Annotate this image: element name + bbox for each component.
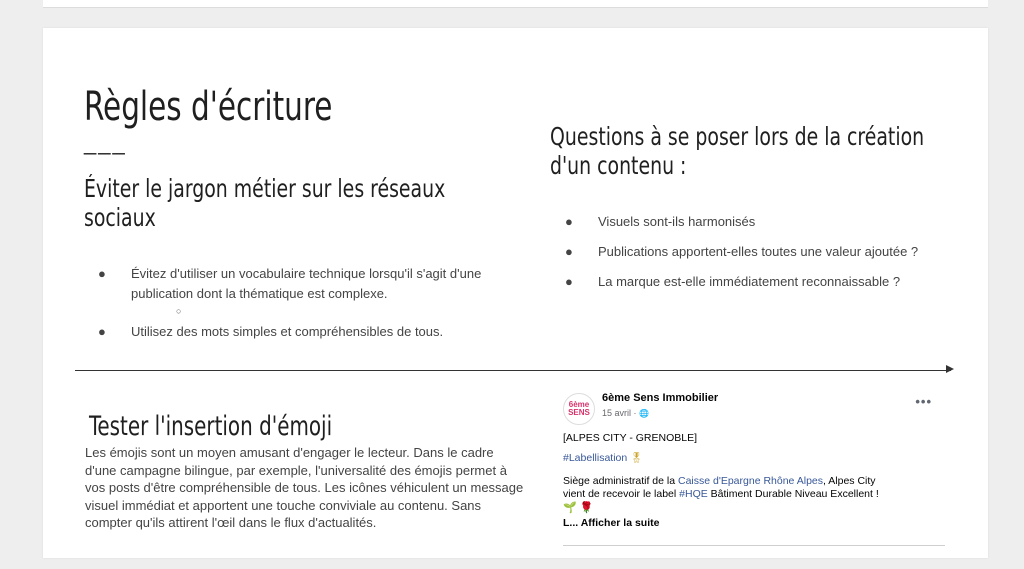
- more-options-button[interactable]: •••: [915, 394, 932, 409]
- list-item: [98, 322, 488, 342]
- list-item: [98, 264, 488, 318]
- facebook-post-screenshot: [561, 388, 946, 548]
- previous-slide-edge: [43, 0, 988, 8]
- post-date-text: 15 avril ·: [602, 408, 637, 418]
- emoji-section-text: Les émojis sont un moyen amusant d'engager le lecteur. Dans le cadre d'une campagne bilingue, par exemple, l'universalité des émojis permet à vos posts d'être compréhensible de tous. Les icônes véhiculent un message visuel immédiat et apportent une touche conviviale au contenu. Sans compter qu'ils attirent l'œil dans le flux d'actualités.: [85, 445, 524, 530]
- bullet-text: La marque est-elle immédiatement reconnaissable ?: [598, 274, 901, 289]
- sub-bullet-icon: ○: [176, 306, 182, 316]
- jargon-subtitle: Éviter le jargon métier sur les réseaux sociaux: [84, 174, 446, 232]
- see-more-link[interactable]: L... Afficher la suite: [563, 517, 660, 529]
- hashtag-link[interactable]: #HQE: [679, 488, 708, 500]
- post-date: [602, 408, 649, 418]
- list-item: [565, 212, 965, 232]
- questions-subtitle: Questions à se poser lors de la création d'un contenu :: [550, 122, 925, 180]
- post-text-line: [563, 452, 643, 464]
- bullet-icon: ●: [565, 274, 573, 289]
- avatar[interactable]: 6ème SENS: [563, 393, 595, 425]
- post-divider: [563, 545, 945, 546]
- globe-icon: 🌐: [639, 409, 649, 418]
- post-text: Siège administratif de la: [563, 475, 678, 487]
- bullet-text: Évitez d'utiliser un vocabulaire technique lorsqu'il s'agit d'une publication dont la thématique est complexe.: [131, 266, 482, 301]
- bullet-text: Utilisez des mots simples et compréhensibles de tous.: [131, 324, 444, 339]
- slide-title: Règles d'écriture: [84, 84, 333, 130]
- post-text-line: [ALPES CITY - GRENOBLE]: [563, 432, 698, 444]
- medal-emoji-icon: 🎖: [630, 453, 643, 464]
- bullet-icon: ●: [98, 266, 106, 281]
- rose-emoji-icon: 🌹: [579, 502, 594, 514]
- bullet-text: Publications apportent-elles toutes une valeur ajoutée ?: [598, 244, 919, 259]
- title-underline: ___: [84, 130, 127, 155]
- bullet-text: Visuels sont-ils harmonisés: [598, 214, 756, 229]
- slide: [43, 28, 988, 558]
- jargon-bullet-list: [98, 264, 488, 342]
- post-text: vient de recevoir le label: [563, 488, 680, 500]
- questions-bullet-list: [565, 212, 965, 302]
- post-emoji-line: [563, 501, 593, 514]
- sprout-emoji-icon: 🌱: [563, 502, 577, 514]
- bullet-icon: ●: [98, 324, 106, 339]
- post-text-line: [563, 488, 879, 500]
- post-text: , Alpes City: [823, 475, 876, 487]
- bullet-icon: ●: [565, 214, 573, 229]
- list-item: [565, 272, 965, 292]
- arrow-head-icon: [946, 365, 954, 373]
- bullet-icon: ●: [565, 244, 573, 259]
- list-item: [565, 242, 965, 262]
- section-divider: [75, 370, 951, 371]
- emoji-section-title: Tester l'insertion d'émoji: [89, 411, 333, 442]
- post-text-line: [563, 475, 876, 487]
- post-page-name[interactable]: 6ème Sens Immobilier: [602, 392, 719, 404]
- hashtag-link[interactable]: #Labellisation: [563, 452, 628, 464]
- mention-link[interactable]: Caisse d'Epargne Rhône Alpes: [677, 475, 824, 487]
- post-text: Bâtiment Durable Niveau Excellent !: [707, 488, 879, 500]
